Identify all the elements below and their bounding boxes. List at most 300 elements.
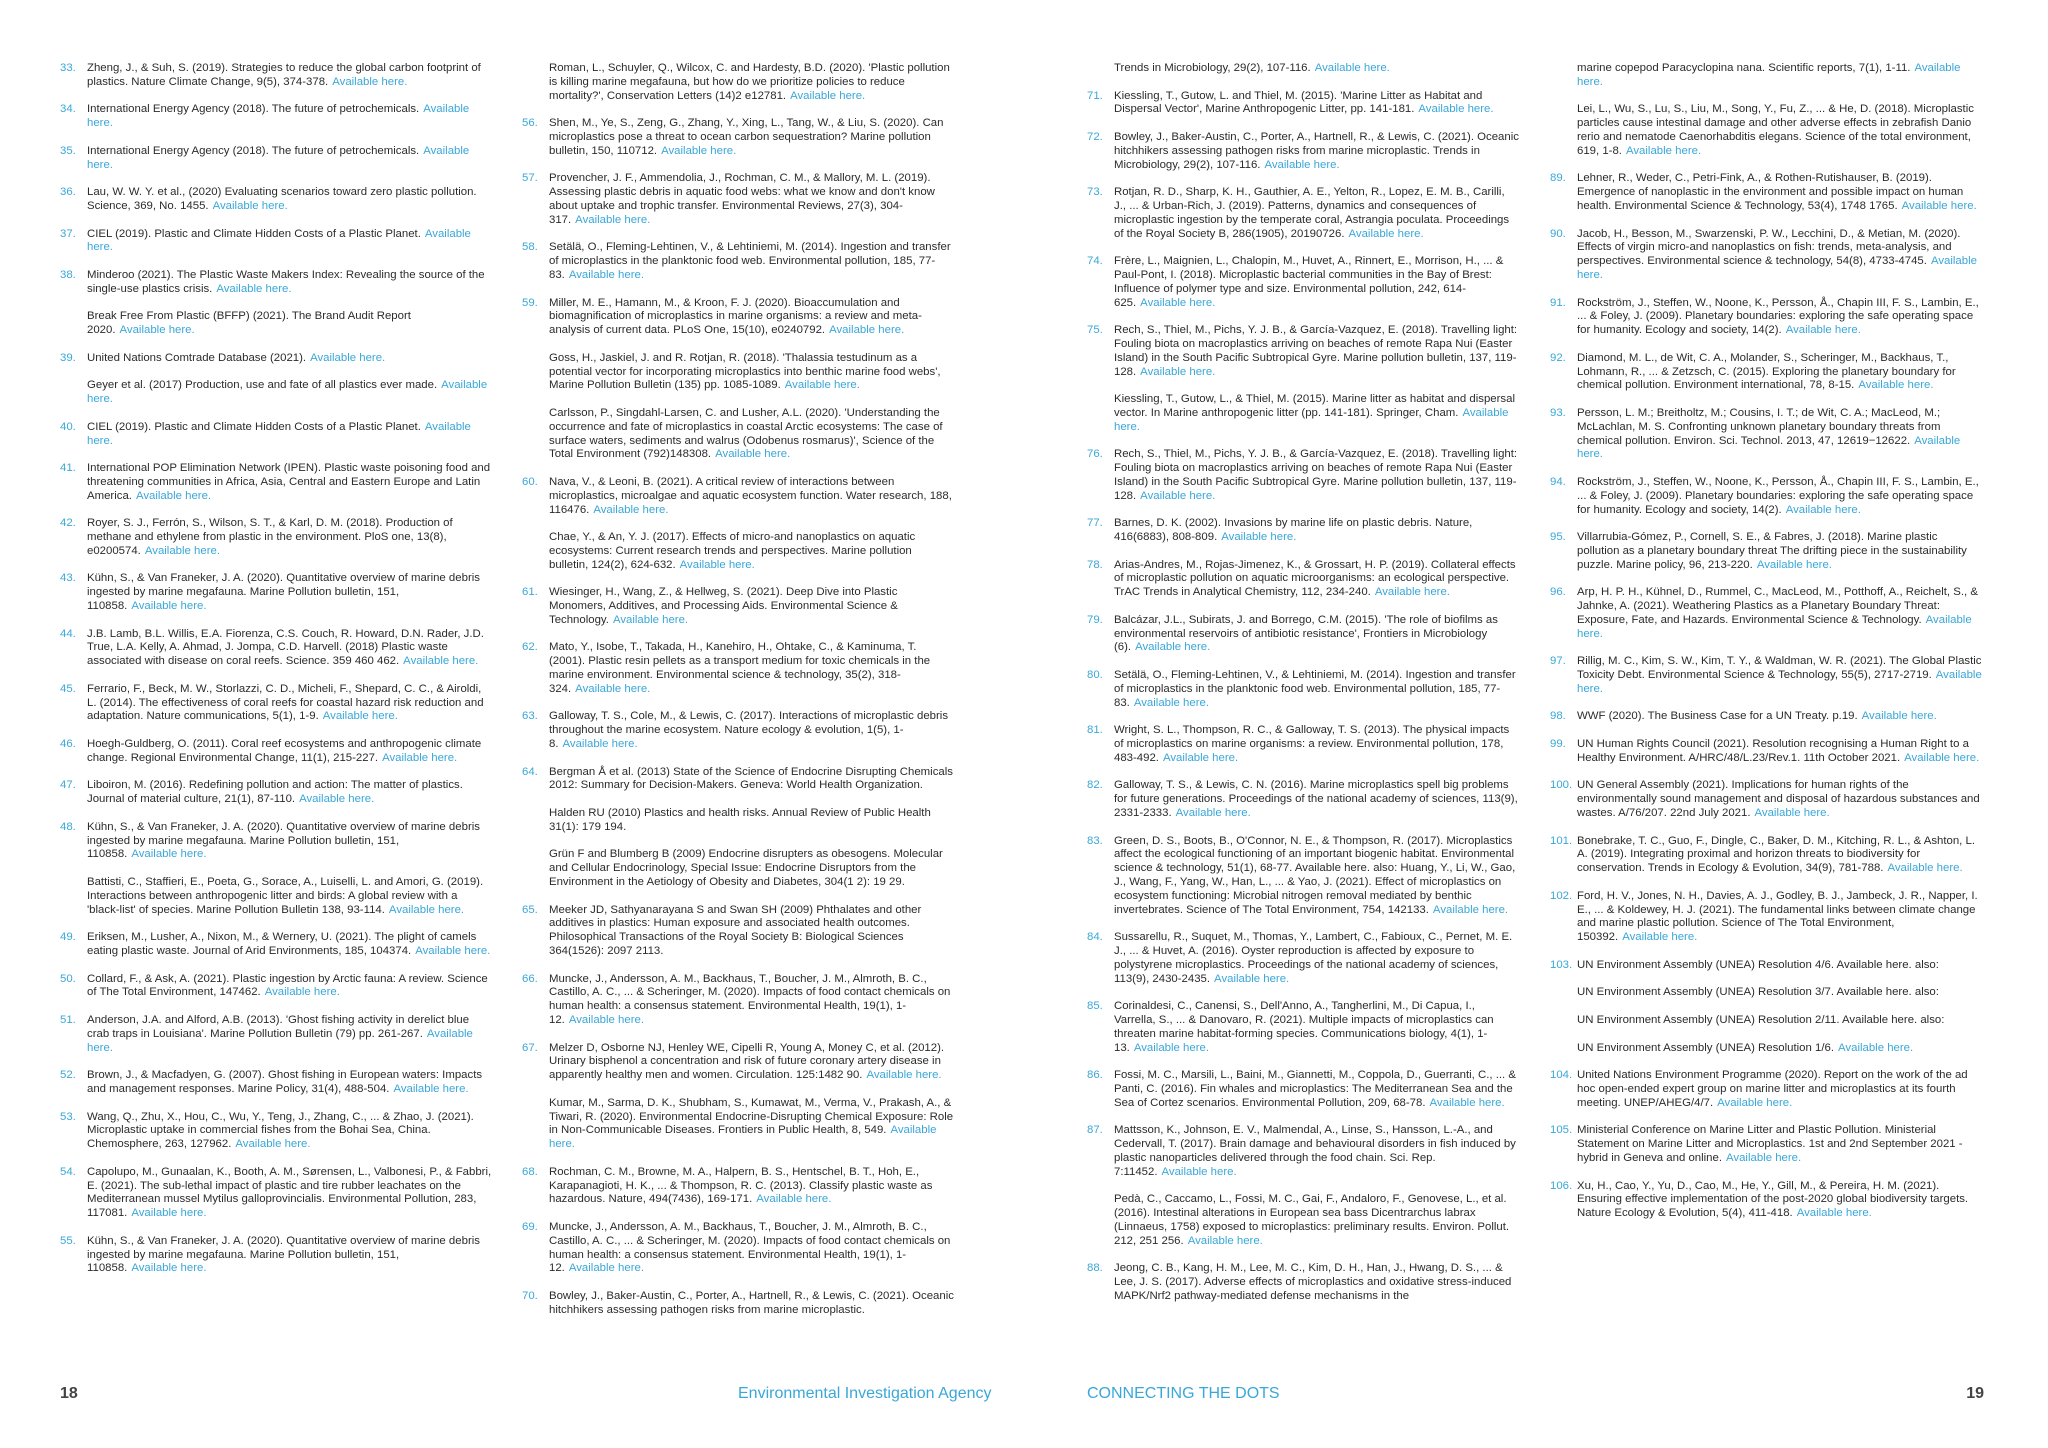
- available-here-link[interactable]: Available here.: [1785, 503, 1861, 516]
- reference-text: [549, 531, 954, 572]
- reference-entry: [1550, 1124, 1982, 1165]
- reference-entry: [1087, 1069, 1519, 1110]
- available-here-link[interactable]: Available here.: [212, 199, 288, 212]
- reference-text: [87, 931, 492, 959]
- reference-number: 44.: [60, 627, 76, 640]
- reference-number: 89.: [1550, 172, 1566, 185]
- reference-citation: Lehner, R., Weder, C., Petri-Fink, A., & Rothen-Rutishauser, B. (2019). Emergence of nanoplastic in the environment and possible impact on human health. Environmental Science & Technology, 53(4), 1748 1765.: [1577, 172, 1964, 212]
- reference-text: [1577, 779, 1982, 820]
- available-here-link[interactable]: Available here.: [403, 655, 479, 668]
- reference-number: [1550, 62, 1577, 90]
- reference-citation: Provencher, J. F., Ammendolia, J., Rochman, C. M., & Mallory, M. L. (2019). Assessing plastic debris in aquatic food webs: what we know and don't know about uptake and trophic transfer. Environmental Reviews, 27(3), 304-317.: [549, 172, 935, 226]
- reference-number: 48.: [60, 820, 76, 833]
- reference-citation: Mattsson, K., Johnson, E. V., Malmendal, A., Linse, S., Hansson, L.-A., and Cedervall, T. (2017). Brain damage and behavioural disorders in fish induced by plastic nanoparticles delivered through the food chain. Sci. Rep. 7:11452.: [1114, 1124, 1516, 1178]
- reference-entry: [60, 517, 492, 558]
- reference-text: [1114, 448, 1519, 503]
- available-here-link[interactable]: Available here.: [1577, 255, 1977, 281]
- reference-text: [1577, 586, 1982, 641]
- reference-citation: WWF (2020). The Business Case for a UN Treaty. p.19.: [1577, 710, 1858, 723]
- available-here-link[interactable]: Available here.: [1140, 489, 1216, 502]
- available-here-link[interactable]: Available here.: [784, 379, 860, 392]
- reference-entry: [522, 241, 954, 282]
- reference-number: 80.: [1087, 669, 1103, 682]
- reference-number: 39.: [60, 351, 76, 364]
- available-here-link[interactable]: Available here.: [1133, 1041, 1209, 1054]
- available-here-link[interactable]: Available here.: [393, 1082, 469, 1095]
- reference-entry: [60, 628, 492, 669]
- available-here-link[interactable]: Available here.: [1887, 862, 1963, 875]
- reference-citation: UN Environment Assembly (UNEA) Resolution 3/7. Available here. also:: [1577, 986, 1939, 999]
- reference-entry: [1550, 1014, 1982, 1028]
- reference-number: [522, 352, 549, 393]
- reference-number: 95.: [1550, 531, 1566, 544]
- reference-entry: [522, 62, 954, 103]
- reference-text: [87, 738, 492, 766]
- available-here-link[interactable]: Available here.: [216, 282, 292, 295]
- reference-number: 55.: [60, 1234, 76, 1247]
- reference-citation: International Energy Agency (2018). The future of petrochemicals.: [87, 144, 420, 157]
- reference-text: [1577, 959, 1982, 973]
- reference-text: [549, 352, 954, 393]
- reference-citation: Anderson, J.A. and Alford, A.B. (2013). 'Ghost fishing activity in derelict blue crab traps in Louisiana'. Marine Pollution Bulletin (79) pp. 261-267.: [87, 1013, 470, 1040]
- reference-citation: Rochman, C. M., Browne, M. A., Halpern, B. S., Hentschel, B. T., Hoh, E., Karapanagioti, H. K., ... & Thompson, R. C. (2013). Classify plastic waste as hazardous. Nature, 494(7436), 169-171.: [549, 1165, 933, 1206]
- reference-text: [1577, 710, 1982, 724]
- reference-entry: [522, 531, 954, 572]
- reference-citation: Kiessling, T., Gutow, L., & Thiel, M. (2015). Marine litter as habitat and dispersal vector. In Marine anthropogenic litter (pp. 141-181). Springer, Cham.: [1114, 393, 1515, 419]
- reference-text: [1114, 779, 1519, 820]
- reference-citation: Brown, J., & Macfadyen, G. (2007). Ghost fishing in European waters: Impacts and management responses. Marine Policy, 31(4), 488-504.: [87, 1069, 483, 1095]
- available-here-link[interactable]: Available here.: [790, 89, 866, 102]
- available-here-link[interactable]: Available here.: [1726, 1151, 1802, 1164]
- reference-entry: [60, 779, 492, 807]
- reference-citation: Mato, Y., Isobe, T., Takada, H., Kanehiro, H., Ohtake, C., & Kaminuma, T. (2001). Plastic resin pellets as a transport medium for toxic chemicals in the marine environment. Environmental science & technology, 35(2), 318-324.: [549, 641, 931, 695]
- available-here-link[interactable]: Available here.: [1577, 613, 1972, 640]
- reference-entry: [522, 1290, 954, 1318]
- available-here-link[interactable]: Available here.: [310, 351, 386, 364]
- reference-number: 71.: [1087, 89, 1103, 102]
- reference-number: [1087, 62, 1114, 76]
- available-here-link[interactable]: Available here.: [299, 793, 375, 806]
- reference-text: [1577, 172, 1982, 213]
- reference-entry: [1550, 228, 1982, 283]
- reference-text: [87, 973, 492, 1001]
- reference-entry: [1550, 959, 1982, 973]
- reference-citation: Arias-Andres, M., Rojas-Jimenez, K., & Grossart, H. P. (2019). Collateral effects of microplastic pollution on aquatic microorganisms: an ecological perspective. TrAC Trends in Analytical Chemistry, 112, 234-240.: [1114, 558, 1516, 599]
- reference-text: [549, 241, 954, 282]
- available-here-link[interactable]: Available here.: [1717, 1096, 1793, 1109]
- reference-text: [549, 1166, 954, 1207]
- reference-entry: [60, 572, 492, 613]
- reference-text: [1577, 835, 1982, 876]
- reference-number: 76.: [1087, 448, 1103, 461]
- reference-number: 101.: [1550, 834, 1573, 847]
- available-here-link[interactable]: Available here.: [1114, 406, 1509, 433]
- reference-citation: Wright, S. L., Thompson, R. C., & Galloway, T. S. (2013). The physical impacts of microplastics on marine organisms: a review. Environmental pollution, 178, 483-492.: [1114, 724, 1510, 764]
- reference-entry: [60, 876, 492, 917]
- reference-text: [1577, 890, 1982, 945]
- reference-number: 74.: [1087, 255, 1103, 268]
- reference-column-1: [60, 62, 492, 1290]
- reference-entry: [60, 421, 492, 449]
- available-here-link[interactable]: Available here.: [661, 144, 737, 157]
- available-here-link[interactable]: Available here.: [1785, 324, 1861, 337]
- reference-citation: Bergman Å et al. (2013) State of the Science of Endocrine Disrupting Chemicals 2012: Summary for Decision-Makers. Geneva: World Health Organization.: [549, 765, 953, 792]
- reference-text: [1114, 559, 1519, 600]
- available-here-link[interactable]: Available here.: [593, 503, 669, 516]
- reference-text: [87, 1111, 492, 1152]
- reference-entry: [522, 476, 954, 517]
- available-here-link[interactable]: Available here.: [1175, 807, 1251, 820]
- reference-citation: UN Human Rights Council (2021). Resolution recognising a Human Right to a Healthy Environment. A/HRC/48/L.23/Rev.1. 11th October 2021.: [1577, 738, 1969, 764]
- available-here-link[interactable]: Available here.: [131, 1262, 207, 1275]
- reference-column-3: [1087, 62, 1519, 1318]
- available-here-link[interactable]: Available here.: [1622, 931, 1698, 944]
- reference-entry: [522, 172, 954, 227]
- available-here-link[interactable]: Available here.: [131, 1207, 207, 1220]
- available-here-link[interactable]: Available here.: [1838, 1041, 1914, 1054]
- reference-number: 58.: [522, 241, 538, 254]
- available-here-link[interactable]: Available here.: [1858, 379, 1934, 392]
- reference-entry: [60, 62, 492, 90]
- reference-number: 96.: [1550, 586, 1566, 599]
- reference-number: 66.: [522, 972, 538, 985]
- available-here-link[interactable]: Available here.: [612, 613, 689, 626]
- available-here-link[interactable]: Available here.: [135, 489, 212, 502]
- reference-number: 50.: [60, 972, 76, 985]
- reference-number: 91.: [1550, 296, 1566, 309]
- reference-entry: [1087, 324, 1519, 379]
- reference-text: [1114, 614, 1519, 655]
- reference-text: [87, 145, 492, 173]
- available-here-link[interactable]: Available here.: [1577, 669, 1982, 695]
- available-here-link[interactable]: Available here.: [87, 420, 471, 447]
- reference-citation: UN Environment Assembly (UNEA) Resolution 2/11. Available here. also:: [1577, 1013, 1945, 1026]
- available-here-link[interactable]: Available here.: [1904, 751, 1980, 764]
- reference-citation: Setälä, O., Fleming-Lehtinen, V., & Lehtiniemi, M. (2014). Ingestion and transfer of microplastics in the planktonic food web. Environmental pollution, 185, 77-83.: [1114, 669, 1516, 709]
- right-running-footer: CONNECTING THE DOTS: [1087, 1385, 1280, 1402]
- reference-citation: Minderoo (2021). The Plastic Waste Makers Index: Revealing the source of the single-use plastics crisis.: [87, 268, 485, 295]
- reference-citation: Lei, L., Wu, S., Lu, S., Liu, M., Song, Y., Fu, Z., ... & He, D. (2018). Microplastic particles cause intestinal damage and other adverse effects in zebrafish Danio rerio and nematode Caenorhabditis elegans. Science of the total environment, 619, 1-8.: [1577, 103, 1974, 157]
- reference-citation: International POP Elimination Network (IPEN). Plastic waste poisoning food and threatening communities in Africa, Asia, Central and Eastern Europe and Latin America.: [87, 462, 491, 502]
- available-here-link[interactable]: Available here.: [87, 103, 470, 130]
- reference-number: 88.: [1087, 1262, 1103, 1275]
- reference-citation: Pedà, C., Caccamo, L., Fossi, M. C., Gai, F., Andaloro, F., Genovese, L., et al. (2016). Intestinal alterations in European sea bass Dicentrarchus labrax (Linnaeus, 1758) exposed to microplastics: preliminary results. Environ. Pollut. 212, 251 256.: [1114, 1193, 1510, 1247]
- reference-number: 85.: [1087, 1000, 1103, 1013]
- available-here-link[interactable]: Available here.: [1264, 158, 1340, 171]
- reference-number: 49.: [60, 931, 76, 944]
- reference-citation: Kühn, S., & Van Franeker, J. A. (2020). Quantitative overview of marine debris ingested by marine megafauna. Marine Pollution bulletin, 151, 110858.: [87, 1234, 480, 1275]
- available-here-link[interactable]: Available here.: [568, 1262, 644, 1275]
- available-here-link[interactable]: Available here.: [756, 1193, 832, 1206]
- available-here-link[interactable]: Available here.: [568, 268, 644, 281]
- reference-number: 68.: [522, 1165, 538, 1178]
- available-here-link[interactable]: Available here.: [264, 986, 340, 999]
- available-here-link[interactable]: Available here.: [87, 1027, 473, 1054]
- reference-number: [522, 62, 549, 103]
- available-here-link[interactable]: Available here.: [1214, 972, 1290, 985]
- available-here-link[interactable]: Available here.: [1133, 696, 1209, 709]
- reference-entry: [60, 462, 492, 503]
- reference-number: 43.: [60, 572, 76, 585]
- available-here-link[interactable]: Available here.: [1861, 710, 1937, 723]
- reference-text: [1114, 669, 1519, 710]
- reference-number: 54.: [60, 1165, 76, 1178]
- reference-text: [87, 103, 492, 131]
- available-here-link[interactable]: Available here.: [1135, 641, 1211, 654]
- reference-text: [549, 848, 954, 889]
- reference-number: 94.: [1550, 475, 1566, 488]
- reference-citation: International Energy Agency (2018). The future of petrochemicals.: [87, 103, 420, 116]
- reference-citation: Kühn, S., & Van Franeker, J. A. (2020). Quantitative overview of marine debris ingested by marine megafauna. Marine Pollution bulletin, 151, 110858.: [87, 820, 480, 861]
- reference-text: [549, 766, 954, 794]
- reference-text: [1114, 131, 1519, 172]
- reference-entry: [1550, 476, 1982, 517]
- available-here-link[interactable]: Available here.: [1374, 586, 1450, 599]
- available-here-link[interactable]: Available here.: [715, 448, 791, 461]
- reference-entry: [1087, 255, 1519, 310]
- reference-text: [87, 186, 492, 214]
- available-here-link[interactable]: Available here.: [1140, 296, 1216, 309]
- available-here-link[interactable]: Available here.: [1577, 62, 1961, 88]
- available-here-link[interactable]: Available here.: [415, 945, 491, 957]
- reference-number: 61.: [522, 586, 538, 599]
- reference-column-2: [522, 62, 954, 1331]
- reference-text: [549, 1221, 954, 1276]
- reference-text: [1114, 1262, 1519, 1303]
- reference-citation: Kumar, M., Sarma, D. K., Shubham, S., Kumawat, M., Verma, V., Prakash, A., & Tiwari, R. (2020). Environmental Endocrine-Disrupting Chemical Exposure: Role in Non-Communicable Diseases. Frontiers in Public Health, 8, 549.: [549, 1096, 954, 1137]
- available-here-link[interactable]: Available here.: [322, 710, 398, 723]
- reference-citation: CIEL (2019). Plastic and Climate Hidden Costs of a Plastic Planet.: [87, 420, 421, 433]
- available-here-link[interactable]: Available here.: [575, 213, 651, 226]
- available-here-link[interactable]: Available here.: [866, 1069, 942, 1082]
- reference-citation: Muncke, J., Andersson, A. M., Backhaus, T., Boucher, J. M., Almroth, B. C., Castillo, A. C., ... & Scheringer, M. (2020). Impacts of food contact chemicals on human health: a consensus statement. Environmental Health, 19(1), 1-12.: [549, 1220, 951, 1275]
- reference-text: [1114, 724, 1519, 765]
- reference-citation: Rillig, M. C., Kim, S. W., Kim, T. Y., & Waldman, W. R. (2021). The Global Plastic Toxicity Debt. Environmental Science & Technology, 55(5), 2717-2719.: [1577, 655, 1982, 682]
- reference-citation: Diamond, M. L., de Wit, C. A., Molander, S., Scheringer, M., Backhaus, T., Lohmann, R., ... & Zetzsch, C. (2015). Exploring the planetary boundary for chemical pollution. Environment international, 78, 8-15.: [1577, 351, 1956, 392]
- reference-text: [87, 876, 492, 917]
- available-here-link[interactable]: Available here.: [568, 1013, 644, 1026]
- reference-entry: [60, 103, 492, 131]
- reference-citation: UN General Assembly (2021). Implications for human rights of the environmentally sound management and disposal of hazardous substances and wastes. A/76/207. 22nd July 2021.: [1577, 779, 1980, 820]
- reference-citation: Ferrario, F., Beck, M. W., Storlazzi, C. D., Micheli, F., Shepard, C. C., & Airoldi, L. (2014). The effectiveness of coral reefs for coastal hazard risk reduction and adaptation. Nature communications, 5(1), 1-9.: [87, 682, 484, 723]
- reference-number: [1550, 103, 1577, 158]
- available-here-link[interactable]: Available here.: [1187, 1234, 1263, 1247]
- reference-text: [87, 462, 492, 503]
- reference-citation: Royer, S. J., Ferrón, S., Wilson, S. T., & Karl, D. M. (2018). Production of methane and ethylene from plastic in the environment. PloS one, 13(8), e0200574.: [87, 517, 453, 557]
- reference-citation: UN Environment Assembly (UNEA) Resolution 4/6. Available here. also:: [1577, 958, 1939, 971]
- reference-number: 59.: [522, 296, 538, 309]
- reference-citation: Lau, W. W. Y. et al., (2020) Evaluating scenarios toward zero plastic pollution. Science, 369, No. 1455.: [87, 186, 477, 212]
- reference-number: 62.: [522, 641, 538, 654]
- reference-citation: Setälä, O., Fleming-Lehtinen, V., & Lehtiniemi, M. (2014). Ingestion and transfer of microplastics in the planktonic food web. Environmental pollution, 185, 77-83.: [549, 241, 951, 281]
- reference-number: 98.: [1550, 710, 1566, 723]
- reference-entry: [1550, 172, 1982, 213]
- reference-number: 84.: [1087, 931, 1103, 944]
- reference-number: 104.: [1550, 1069, 1573, 1082]
- reference-number: 82.: [1087, 779, 1103, 792]
- reference-text: [87, 421, 492, 449]
- reference-text: [549, 904, 954, 959]
- available-here-link[interactable]: Available here.: [549, 1124, 937, 1151]
- reference-number: 78.: [1087, 558, 1103, 571]
- reference-text: [549, 407, 954, 462]
- reference-number: 92.: [1550, 351, 1566, 364]
- reference-number: 83.: [1087, 834, 1103, 847]
- reference-text: [1114, 1069, 1519, 1110]
- reference-text: [1114, 835, 1519, 918]
- reference-number: 56.: [522, 117, 538, 130]
- reference-entry: [1087, 779, 1519, 820]
- reference-text: [1577, 407, 1982, 462]
- reference-citation: Muncke, J., Andersson, A. M., Backhaus, T., Boucher, J. M., Almroth, B. C., Castillo, A. C., ... & Scheringer, M. (2020). Impacts of food contact chemicals on human health: a consensus statement. Environmental Health, 19(1), 1-12.: [549, 972, 951, 1026]
- reference-citation: Corinaldesi, C., Canensi, S., Dell'Anno, A., Tangherlini, M., Di Capua, I., Varrella, S., ... & Danovaro, R. (2021). Multiple impacts of microplastics can threaten marine habitat-forming species. Communications biology, 4(1), 1-13.: [1114, 1000, 1494, 1054]
- reference-number: 86.: [1087, 1069, 1103, 1082]
- available-here-link[interactable]: Available here.: [1348, 227, 1424, 240]
- reference-text: [549, 1097, 954, 1152]
- available-here-link[interactable]: Available here.: [332, 75, 408, 88]
- reference-citation: Grün F and Blumberg B (2009) Endocrine disrupters as obesogens. Molecular and Cellular Endocrinology, Special Issue: Endocrine Disruptors from the Environment in the Aetiology of Obesity and Diabetes, 304(1 2): 19 29.: [549, 848, 943, 889]
- available-here-link[interactable]: Available here.: [1418, 103, 1494, 116]
- reference-entry: [1550, 738, 1982, 766]
- reference-number: 77.: [1087, 517, 1103, 530]
- reference-number: 69.: [522, 1220, 538, 1233]
- reference-text: [87, 1069, 492, 1097]
- reference-column-4: [1550, 62, 1982, 1235]
- reference-text: [87, 821, 492, 862]
- reference-text: [1577, 297, 1982, 338]
- available-here-link[interactable]: Available here.: [87, 379, 488, 406]
- reference-text: [549, 1042, 954, 1083]
- reference-citation: Wang, Q., Zhu, X., Hou, C., Wu, Y., Teng, J., Zhang, C., ... & Zhao, J. (2021). Microplastic uptake in commercial fishes from the Bohai Sea, China. Chemosphere, 263, 127962.: [87, 1110, 474, 1151]
- reference-entry: [522, 973, 954, 1028]
- reference-text: [549, 172, 954, 227]
- available-here-link[interactable]: Available here.: [1432, 903, 1509, 916]
- reference-entry: [1550, 407, 1982, 462]
- reference-citation: Galloway, T. S., & Lewis, C. N. (2016). Marine microplastics spell big problems for future generations. Proceedings of the national academy of sciences, 113(9), 2331-2333.: [1114, 779, 1518, 820]
- reference-text: [87, 683, 492, 724]
- reference-entry: [1087, 835, 1519, 918]
- available-here-link[interactable]: Available here.: [1796, 1207, 1872, 1220]
- reference-citation: Persson, L. M.; Breitholtz, M.; Cousins, I. T.; de Wit, C. A.; MacLeod, M.; McLachlan, M. S. Confronting unknown planetary boundary threats from chemical pollution. Environ. Sci. Technol. 2013, 47, 12619−12622.: [1577, 406, 1941, 447]
- reference-citation: United Nations Comtrade Database (2021).: [87, 351, 307, 364]
- reference-text: [549, 62, 954, 103]
- available-here-link[interactable]: Available here.: [1140, 365, 1216, 378]
- reference-citation: Arp, H. P. H., Kühnel, D., Rummel, C., MacLeod, M., Potthoff, A., Reichelt, S., & Jahnke, A. (2021). Weathering Plastics as a Planetary Boundary Threat: Exposure, Fate, and Hazards. Environmental Science & Technology.: [1577, 586, 1978, 626]
- reference-number: 75.: [1087, 324, 1103, 337]
- reference-citation: Green, D. S., Boots, B., O'Connor, N. E., & Thompson, R. (2017). Microplastics affect the ecological functioning of an important biogenic habitat. Environmental science & technology, 51(1), 68-77. Available here. also: Huang, Y., Li, W., Gao, J., Wang, F., Yang, W., Han, L., ... & Yao, J. (2021). Effect of microplastics on ecosystem functioning: Microbial nitrogen removal mediated by benthic invertebrates. Science of The Total Environment, 754, 142133.: [1114, 834, 1516, 916]
- reference-citation: Halden RU (2010) Plastics and health risks. Annual Review of Public Health 31(1): 179 194.: [549, 807, 931, 833]
- reference-citation: UN Environment Assembly (UNEA) Resolution 1/6.: [1577, 1041, 1835, 1054]
- reference-entry: [60, 1166, 492, 1221]
- reference-number: 33.: [60, 62, 76, 74]
- available-here-link[interactable]: Available here.: [829, 324, 905, 337]
- reference-citation: Ford, H. V., Jones, N. H., Davies, A. J., Godley, B. J., Jambeck, J. R., Napper, I. E., ... & Koldewey, H. J. (2021). The fundamental links between climate change and marine plastic pollution. Science of The Total Environment, 150392.: [1577, 889, 1978, 944]
- reference-number: 35.: [60, 144, 76, 157]
- reference-number: [60, 379, 87, 407]
- reference-text: [87, 628, 492, 669]
- reference-number: 97.: [1550, 655, 1566, 668]
- available-here-link[interactable]: Available here.: [1162, 751, 1239, 764]
- reference-citation: Villarrubia-Gómez, P., Cornell, S. E., & Fabres, J. (2018). Marine plastic pollution as a planetary boundary threat The drifting piece in the sustainability puzzle. Marine policy, 96, 213-220.: [1577, 531, 1967, 571]
- available-here-link[interactable]: Available here.: [1756, 558, 1832, 571]
- available-here-link[interactable]: Available here.: [87, 144, 470, 171]
- available-here-link[interactable]: Available here.: [144, 544, 221, 557]
- reference-text: [87, 228, 492, 256]
- available-here-link[interactable]: Available here.: [119, 324, 195, 337]
- reference-entry: [1550, 1042, 1982, 1056]
- available-here-link[interactable]: Available here.: [87, 227, 471, 254]
- reference-number: 79.: [1087, 613, 1103, 626]
- available-here-link[interactable]: Available here.: [1625, 144, 1702, 157]
- available-here-link[interactable]: Available here.: [1901, 199, 1977, 212]
- available-here-link[interactable]: Available here.: [235, 1138, 311, 1151]
- reference-entry: [1087, 559, 1519, 600]
- available-here-link[interactable]: Available here.: [1314, 62, 1390, 74]
- reference-number: 34.: [60, 103, 76, 116]
- reference-entry: [1550, 986, 1982, 1000]
- reference-entry: [1087, 90, 1519, 118]
- reference-citation: Liboiron, M. (2016). Redefining pollution and action: The matter of plastics. Journal of material culture, 21(1), 87-110.: [87, 779, 463, 806]
- left-page-number: 18: [60, 1385, 78, 1402]
- reference-number: 93.: [1550, 406, 1566, 419]
- available-here-link[interactable]: Available here.: [1577, 434, 1961, 461]
- reference-number: 81.: [1087, 724, 1103, 737]
- available-here-link[interactable]: Available here.: [679, 558, 755, 571]
- reference-number: 37.: [60, 227, 76, 240]
- available-here-link[interactable]: Available here.: [131, 600, 207, 613]
- reference-citation: Battisti, C., Staffieri, E., Poeta, G., Sorace, A., Luiselli, L. and Amori, G. (2019). Interactions between anthropogenic litter and birds: A global review with a 'black-list' of species. Marine Pollution Bulletin 138, 93-114.: [87, 876, 484, 916]
- available-here-link[interactable]: Available here.: [1429, 1096, 1505, 1109]
- reference-citation: Meeker JD, Sathyanarayana S and Swan SH (2009) Phthalates and other additives in plastics: Human exposure and associated health outcomes. Philosophical Transactions of the Royal Society B: Biological Sciences 364(1526): 2097 2113.: [549, 903, 922, 957]
- reference-entry: [522, 297, 954, 338]
- reference-text: [87, 352, 492, 366]
- reference-entry: [60, 1014, 492, 1055]
- reference-text: [549, 1290, 954, 1318]
- reference-number: 106.: [1550, 1179, 1573, 1192]
- reference-citation: Rockström, J., Steffen, W., Noone, K., Persson, Å., Chapin III, F. S., Lambin, E., ... & Foley, J. (2009). Planetary boundaries: exploring the safe operating space for humanity. Ecology and society, 14(2).: [1577, 475, 1979, 516]
- available-here-link[interactable]: Available here.: [1161, 1165, 1237, 1178]
- available-here-link[interactable]: Available here.: [1221, 531, 1297, 544]
- available-here-link[interactable]: Available here.: [388, 903, 465, 916]
- reference-number: 53.: [60, 1110, 76, 1123]
- available-here-link[interactable]: Available here.: [1754, 807, 1830, 820]
- reference-text: [1114, 186, 1519, 241]
- right-page-number: 19: [1966, 1385, 1984, 1402]
- available-here-link[interactable]: Available here.: [575, 682, 651, 695]
- reference-citation: Roman, L., Schuyler, Q., Wilcox, C. and Hardesty, B.D. (2020). 'Plastic pollution is killing marine megafauna, but how do we prioritize policies to reduce mortality?', Conservation Letters (14)2 e12781.: [549, 62, 950, 102]
- reference-entry: [1087, 186, 1519, 241]
- available-here-link[interactable]: Available here.: [382, 751, 458, 764]
- reference-text: [1577, 655, 1982, 696]
- reference-number: [522, 407, 549, 462]
- reference-entry: [1550, 835, 1982, 876]
- reference-citation: Rech, S., Thiel, M., Pichs, Y. J. B., & García-Vazquez, E. (2018). Travelling light: Fouling biota on macroplastics arriving on beaches of remote Rapa Nui (Easter Island) in the South Pacific Subtropical Gyre. Marine pollution bulletin, 137, 119-128.: [1114, 324, 1518, 378]
- reference-number: 40.: [60, 420, 76, 433]
- reference-text: [87, 62, 492, 90]
- reference-citation: Zheng, J., & Suh, S. (2019). Strategies to reduce the global carbon footprint of plastics. Nature Climate Change, 9(5), 374-378.: [87, 62, 481, 88]
- reference-entry: [522, 1166, 954, 1207]
- reference-number: [1087, 393, 1114, 434]
- reference-entry: [1550, 1069, 1982, 1110]
- reference-number: [1087, 1193, 1114, 1248]
- reference-citation: Fossi, M. C., Marsili, L., Baini, M., Giannetti, M., Coppola, D., Guerranti, C., ... & Panti, C. (2016). Fin whales and microplastics: The Mediterranean Sea and the Sea of Cortez scenarios. Environmental Pollution, 209, 68-78.: [1114, 1069, 1516, 1109]
- available-here-link[interactable]: Available here.: [562, 738, 638, 751]
- reference-citation: Wiesinger, H., Wang, Z., & Hellweg, S. (2021). Deep Dive into Plastic Monomers, Additives, and Processing Aids. Environmental Science & Technology.: [549, 586, 898, 626]
- reference-number: [1550, 1014, 1577, 1028]
- available-here-link[interactable]: Available here.: [131, 848, 207, 861]
- reference-text: [549, 807, 954, 835]
- reference-number: [1550, 1042, 1577, 1056]
